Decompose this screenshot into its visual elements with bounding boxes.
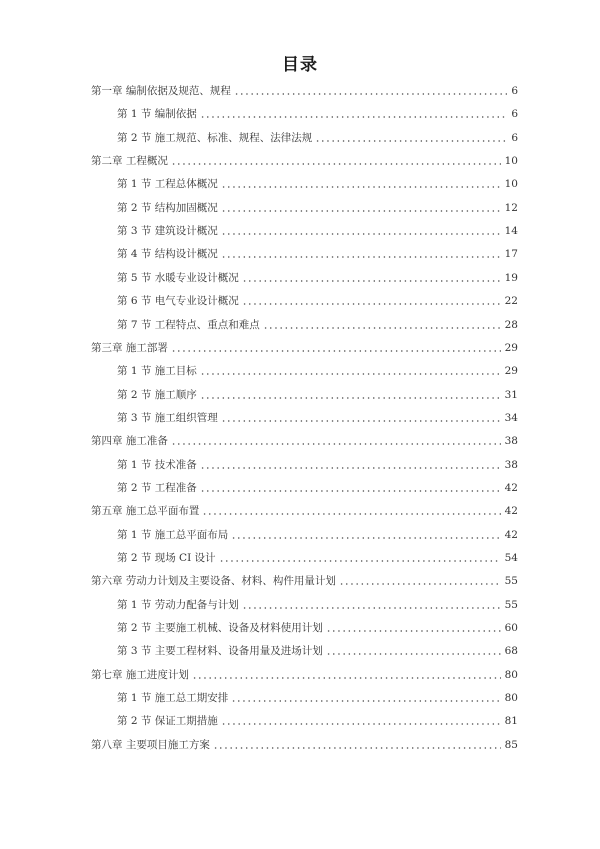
toc-entry-label: 第一章 编制依据及规范、规程 xyxy=(91,85,231,97)
toc-entry-page-number: 80 xyxy=(504,668,518,681)
toc-entry-page-number: 6 xyxy=(511,85,518,97)
dot-leader xyxy=(213,747,501,749)
toc-entry-label: 第 4 节 结构设计概况 xyxy=(117,248,218,261)
toc-entry-section xyxy=(117,201,518,215)
toc-entry-label: 第八章 主要项目施工方案 xyxy=(91,738,210,751)
dot-leader xyxy=(221,210,501,212)
toc-entry-section xyxy=(117,318,518,332)
toc-entry-label: 第二章 工程概况 xyxy=(91,155,168,168)
dot-leader xyxy=(221,186,501,188)
toc-entry-section xyxy=(117,247,518,261)
dot-leader xyxy=(202,513,500,515)
toc-entry-chapter xyxy=(91,434,518,448)
toc-entry-section xyxy=(117,271,518,285)
toc-entry-page-number: 42 xyxy=(504,481,518,494)
dot-leader xyxy=(192,677,501,679)
toc-entry-label: 第三章 施工部署 xyxy=(91,341,168,354)
toc-entry-section xyxy=(117,388,518,402)
toc-entry-page-number: 60 xyxy=(504,622,518,635)
toc-entry-section xyxy=(117,131,518,145)
toc-entry-section xyxy=(117,458,518,472)
toc-entry-page-number: 14 xyxy=(504,225,518,238)
toc-entry-page-number: 28 xyxy=(504,318,518,331)
toc-entry-label: 第 1 节 技术准备 xyxy=(117,458,197,471)
toc-entry-label: 第 1 节 劳动力配备与计划 xyxy=(117,598,239,611)
toc-entry-page-number: 42 xyxy=(504,505,518,518)
toc-entry-page-number: 10 xyxy=(504,155,518,168)
toc-entry-page-number: 55 xyxy=(504,598,518,611)
dot-leader xyxy=(263,327,501,329)
toc-entry-section xyxy=(117,598,518,612)
toc-entry-label: 第 2 节 施工规范、标准、规程、法律法规 xyxy=(117,131,313,144)
toc-entry-section xyxy=(117,224,518,238)
dot-leader xyxy=(200,490,501,492)
toc-entry-label: 第 3 节 主要工程材料、设备用量及进场计划 xyxy=(117,645,323,658)
toc-entry-label: 第 1 节 施工总平面布局 xyxy=(117,528,229,541)
toc-entry-page-number: 38 xyxy=(504,458,518,471)
dot-leader xyxy=(171,163,501,165)
toc-entry-page-number: 29 xyxy=(504,341,518,354)
toc-entry-section xyxy=(117,714,518,728)
dot-leader xyxy=(242,303,501,305)
toc-entry-section xyxy=(117,481,518,495)
dot-leader xyxy=(200,373,501,375)
toc-entry-section xyxy=(117,528,518,542)
toc-entry-page-number: 6 xyxy=(511,131,518,144)
dot-leader xyxy=(242,280,501,282)
toc-entry-page-number: 22 xyxy=(504,295,518,308)
toc-entry-section xyxy=(117,364,518,378)
toc-entry-section xyxy=(117,294,518,308)
toc-entry-chapter xyxy=(91,574,518,588)
dot-leader xyxy=(219,560,501,562)
toc-entry-page-number: 6 xyxy=(511,108,518,121)
toc-entry-page-number: 17 xyxy=(504,248,518,261)
dot-leader xyxy=(171,350,501,352)
toc-entry-page-number: 55 xyxy=(504,575,518,588)
dot-leader xyxy=(315,140,507,142)
toc-entry-label: 第 2 节 主要施工机械、设备及材料使用计划 xyxy=(117,622,323,635)
toc-entry-label: 第七章 施工进度计划 xyxy=(91,668,189,681)
dot-leader xyxy=(221,420,501,422)
toc-entry-label: 第 1 节 工程总体概况 xyxy=(117,178,218,191)
toc-entry-chapter xyxy=(91,504,518,518)
toc-entry-chapter xyxy=(91,668,518,682)
toc-entry-label: 第四章 施工准备 xyxy=(91,435,168,448)
toc-entry-section xyxy=(117,644,518,658)
toc-entry-page-number: 34 xyxy=(504,411,518,424)
toc-entry-section xyxy=(117,621,518,635)
toc-entry-label: 第六章 劳动力计划及主要设备、材料、构件用量计划 xyxy=(91,575,336,588)
toc-entry-chapter xyxy=(91,341,518,355)
dot-leader xyxy=(221,233,501,235)
toc-entry-label: 第 1 节 施工总工期安排 xyxy=(117,692,229,705)
toc-entry-page-number: 12 xyxy=(504,201,518,214)
toc-entry-page-number: 31 xyxy=(504,388,518,401)
toc-entry-label: 第 7 节 工程特点、重点和难点 xyxy=(117,318,260,331)
toc-entry-section xyxy=(117,551,518,565)
toc-entry-page-number: 38 xyxy=(504,435,518,448)
toc-entry-page-number: 19 xyxy=(504,271,518,284)
toc-entry-page-number: 80 xyxy=(504,692,518,705)
toc-entry-label: 第五章 施工总平面布置 xyxy=(91,505,200,518)
toc-entry-page-number: 81 xyxy=(504,715,518,728)
toc-entry-section xyxy=(117,107,518,121)
toc-entry-page-number: 68 xyxy=(504,645,518,658)
toc-entry-section xyxy=(117,411,518,425)
dot-leader xyxy=(231,700,500,702)
dot-leader xyxy=(221,256,501,258)
toc-entry-page-number: 10 xyxy=(504,178,518,191)
dot-leader xyxy=(231,537,500,539)
toc-entry-section xyxy=(117,177,518,191)
dot-leader xyxy=(326,630,501,632)
toc-entry-label: 第 6 节 电气专业设计概况 xyxy=(117,295,239,308)
toc-entry-chapter xyxy=(91,738,518,752)
toc-entry-label: 第 2 节 现场 CI 设计 xyxy=(117,552,216,564)
page-title: 目录 xyxy=(282,55,318,75)
toc-entry-chapter xyxy=(91,154,518,168)
toc-entry-page-number: 85 xyxy=(504,738,518,751)
dot-leader xyxy=(200,397,501,399)
dot-leader xyxy=(339,583,501,585)
dot-leader xyxy=(234,93,507,95)
toc-entry-label: 第 5 节 水暖专业设计概况 xyxy=(117,271,239,284)
dot-leader xyxy=(200,467,501,469)
dot-leader xyxy=(200,116,508,118)
toc-entry-section xyxy=(117,691,518,705)
dot-leader xyxy=(326,653,501,655)
toc-entry-label: 第 3 节 建筑设计概况 xyxy=(117,225,218,238)
dot-leader xyxy=(171,443,501,445)
toc-entry-label: 第 2 节 施工顺序 xyxy=(117,388,197,401)
toc-entry-chapter xyxy=(91,84,518,98)
dot-leader xyxy=(221,723,501,725)
toc-entry-label: 第 2 节 保证工期措施 xyxy=(117,715,218,728)
toc-entry-label: 第 3 节 施工组织管理 xyxy=(117,411,218,424)
toc-entry-page-number: 29 xyxy=(504,365,518,378)
toc-entry-label: 第 1 节 施工目标 xyxy=(117,365,197,378)
dot-leader xyxy=(242,607,501,609)
toc-entry-label: 第 2 节 工程准备 xyxy=(117,481,197,494)
toc-entry-label: 第 1 节 编制依据 xyxy=(117,108,197,121)
toc-entry-label: 第 2 节 结构加固概况 xyxy=(117,201,218,214)
toc-entry-page-number: 54 xyxy=(504,552,518,564)
toc-entry-page-number: 42 xyxy=(504,528,518,541)
